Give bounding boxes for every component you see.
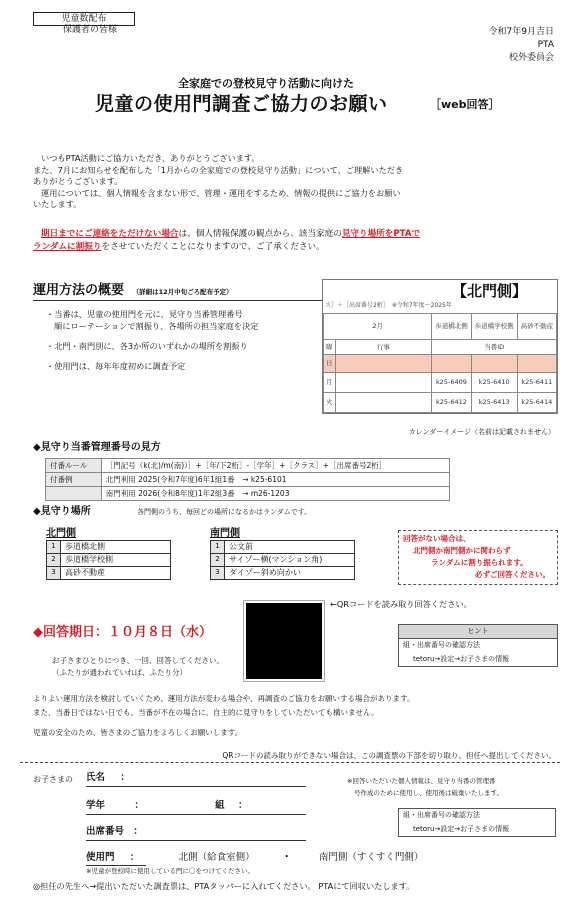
- intro-text: [33, 153, 553, 211]
- overview-bullet: ・使用門は、毎年年度初めに調査予定: [46, 361, 186, 371]
- overview-bullet: ・当番は、児童の使用門を元に、見守り当番管理番号: [46, 309, 243, 319]
- gate-note: ※児童が登校時に使用している門に〇をつけてください。: [86, 867, 254, 875]
- calendar-id: k25-6411: [517, 373, 556, 393]
- privacy-line: 号作成のために使用し、使用後は破棄いたします。: [354, 789, 503, 797]
- cut-instruction: QRコードの読み取りができない場合は、この調査票の下部を切り取り、担任へ提出してください。: [222, 751, 556, 760]
- south-location: ダイゾー斜め向かい: [225, 567, 355, 580]
- org-name: PTA: [537, 40, 554, 50]
- example-1: 北門利用 2025(令和7年度)6年1組1番 → k25-6101: [101, 473, 449, 487]
- colon: ：: [120, 772, 130, 783]
- qr-instruction: ←QRコードを読み取り回答ください。: [330, 599, 472, 609]
- submit-instruction: ◎担任の先生へ→提出いただいた調査票は、PTAタッパーに入れてください。 PTAにて回収いたします。: [33, 881, 415, 891]
- south-location: サイゾー横(マンション角): [225, 554, 355, 567]
- deadline-note: お子さまひとりにつき、一回、回答してください。: [52, 656, 225, 665]
- calendar-col: 高砂不動産: [517, 314, 556, 340]
- colon: ：: [129, 852, 140, 863]
- calendar-id: k25-6409: [432, 373, 471, 393]
- south-location: 公文前: [225, 541, 355, 554]
- south-title: 南門側: [210, 528, 240, 539]
- name-field[interactable]: [86, 786, 306, 787]
- page-title: 児童の使用門調査ご協力のお願い: [95, 93, 388, 115]
- overview-bullets: [46, 308, 258, 372]
- calendar-tab: 【北門側】: [451, 282, 527, 300]
- grade-label: 学年: [86, 800, 106, 811]
- calendar-day: 月: [324, 373, 336, 393]
- gate-option-north[interactable]: 北側（給食室側）: [178, 852, 255, 863]
- numbering-table: [45, 458, 450, 501]
- rule-text: ［門記号（k(北)/m(南)）］+［年/下2桁］-［学年］+［クラス］+［出席番号2桁］: [101, 459, 449, 473]
- callout-line: 北門側か南門側かに関わらず: [413, 546, 511, 555]
- hint-line: tetoru→設定→お子さまの情報: [399, 823, 556, 837]
- calendar-day: 日: [324, 355, 336, 373]
- gate-row: [86, 852, 546, 864]
- overview-heading: [33, 283, 323, 301]
- calendar-id: k25-6413: [471, 393, 517, 413]
- intro-line: 運用については、個人情報を含まない形で、管理・運用をするため、情報の提供にご協力をお願い: [41, 187, 401, 198]
- north-location: 高砂不動産: [61, 567, 171, 580]
- footer-note: また、当番日ではない日でも、当番が不在の場合に、自主的に見守りをしていただいても構いません。: [33, 708, 379, 717]
- row-number: 3: [211, 567, 225, 580]
- north-locations: [46, 527, 171, 580]
- example-2: 南門利用 2026(令和8年度)1年2組3番 → m26-1203: [101, 487, 449, 501]
- warning-text: [33, 228, 553, 254]
- south-table: [210, 540, 355, 580]
- row-number: 1: [211, 541, 225, 554]
- privacy-note: [347, 775, 503, 799]
- class-label: 組: [215, 800, 225, 811]
- row-number: 3: [47, 567, 61, 580]
- calendar-id: k25-6412: [432, 393, 471, 413]
- privacy-line: ※回答いただいた個人情報は、見守り当番の管理番: [347, 777, 496, 785]
- colon: ：: [237, 800, 248, 811]
- hint-box: [398, 624, 558, 667]
- intro-line: ありがとうございます。: [33, 176, 123, 186]
- grade-class-field[interactable]: [86, 814, 306, 815]
- north-location: 歩道橋北側: [61, 541, 171, 554]
- deadline-note: （ふたりが通われていれば、ふたり分）: [52, 668, 187, 677]
- cut-line: [20, 762, 560, 763]
- gate-label: 使用門: [86, 852, 115, 863]
- colon: ：: [133, 826, 143, 837]
- warning-emphasis: 期日までにご連絡をただけない場合: [41, 229, 179, 239]
- footer-note: 児童の安全のため、皆さまのご協力をよろしくお願いします。: [33, 728, 243, 737]
- callout-line: ランダムに割り振られます。: [431, 558, 528, 567]
- qr-code-icon: [246, 603, 322, 679]
- south-locations: [210, 527, 355, 580]
- hint-line: 組・出席番号の確認方法: [399, 639, 558, 653]
- callout-line: 回答がない場合は、: [403, 534, 471, 543]
- recipient: 保護者の皆様: [63, 25, 118, 35]
- colon: ：: [134, 800, 144, 811]
- overview-bullet: 順にローテーションで割振り、各場所の担当家庭を決定: [54, 321, 259, 331]
- deadline-notes: [52, 655, 224, 679]
- footer-note: よりよい運用方法を検討していくため、運用方法が変わる場合や、再調査のご協力をお願いする場合があります。: [33, 694, 415, 703]
- calendar-header: ス］＋［出席番号2桁］ ※令和7年度～2025年: [325, 302, 452, 309]
- calendar-sample: [322, 279, 558, 414]
- web-answer-tag: ［web回答］: [430, 98, 500, 111]
- calendar-table: [323, 313, 557, 413]
- intro-line: また、7月にお知らせを配布した「1月からの全家庭での登校見守り活動」について、ご理解いただき: [33, 164, 404, 175]
- committee-name: 校外委員会: [508, 53, 554, 63]
- child-label: お子さまの: [33, 775, 73, 784]
- name-label: 氏名: [86, 772, 106, 783]
- calendar-sub: 行事: [335, 340, 432, 355]
- footer-notes: [33, 692, 414, 740]
- locations-title: ◆見守り場所: [33, 506, 91, 517]
- overview-bullet: ・北門・南門別に、各3か所のいずれかの場所を割振り: [46, 341, 248, 351]
- warning-plain: は、個人情報保護の観点から、該当家庭の: [178, 229, 342, 239]
- north-location: 歩道橋学校側: [61, 554, 171, 567]
- warning-emphasis: 見守り場所をPTAで: [341, 229, 421, 239]
- rule-label: 付番ルール: [46, 459, 102, 473]
- subtitle: 全家庭での登校見守り活動に向けた: [178, 77, 354, 90]
- calendar-sub: 当番ID: [432, 340, 557, 355]
- hint-line: tetoru→設定→お子さまの情報: [399, 653, 558, 667]
- number-field[interactable]: [86, 840, 306, 841]
- deadline: ◆回答期日：１０月８日（水）: [33, 625, 212, 640]
- gate-separator: ・: [281, 852, 292, 863]
- grade-row: [86, 800, 286, 812]
- intro-line: いつもPTA活動にご協力いただき、ありがとうございます。: [41, 153, 260, 163]
- number-label: 出席番号: [86, 826, 125, 837]
- gate-option-south[interactable]: 南門側（すくすく門側）: [318, 852, 424, 863]
- callout-line: 必ずご回答ください。: [475, 570, 550, 579]
- qr-code[interactable]: [243, 600, 325, 682]
- issue-date: 令和7年9月吉日: [488, 27, 554, 37]
- calendar-id: [432, 355, 471, 373]
- hint-box-form: [398, 808, 556, 837]
- overview-note: （詳細は12月中旬ごろ配布予定）: [132, 288, 233, 296]
- intro-line: いたします。: [33, 199, 82, 209]
- numbering-title: ◆見守り当番管理番号の見方: [33, 442, 161, 453]
- distribution-stamp: 児童数配布: [33, 12, 135, 26]
- overview-title: 運用方法の概要: [33, 283, 125, 298]
- calendar-id: [517, 355, 556, 373]
- north-table: [46, 540, 171, 580]
- calendar-caption: カレンダーイメージ（名前は記載されません）: [408, 428, 555, 436]
- gate-underline: [86, 865, 146, 866]
- name-row: [86, 772, 286, 784]
- north-title: 北門側: [46, 528, 76, 539]
- row-number: 2: [211, 554, 225, 567]
- calendar-month: 2月: [324, 314, 432, 340]
- calendar-id: [471, 355, 517, 373]
- no-answer-callout: [398, 530, 558, 585]
- calendar-col: 歩道橋学校側: [471, 314, 517, 340]
- warning-plain: をさせていただくことになりますので、ご了承ください。: [101, 242, 325, 252]
- number-row: [86, 826, 286, 838]
- calendar-col: 歩道橋北側: [432, 314, 471, 340]
- hint-line: 組・出席番号の確認方法: [399, 809, 556, 823]
- calendar-sub: 曜: [324, 340, 336, 355]
- calendar-id: k25-6410: [471, 373, 517, 393]
- calendar-day: 火: [324, 393, 336, 413]
- example-label: 付番例: [46, 473, 102, 487]
- locations-note: 各門側のうち、毎回どの場所になるかはランダムです。: [137, 508, 312, 516]
- hint-header: ヒント: [399, 625, 558, 639]
- row-number: 1: [47, 541, 61, 554]
- warning-emphasis: ランダムに割振り: [33, 242, 102, 252]
- row-number: 2: [47, 554, 61, 567]
- calendar-id: k25-6414: [517, 393, 556, 413]
